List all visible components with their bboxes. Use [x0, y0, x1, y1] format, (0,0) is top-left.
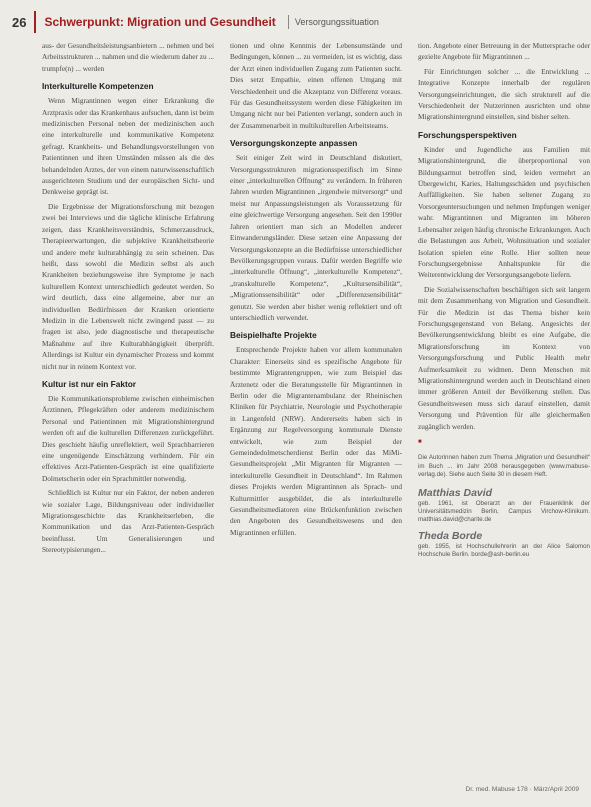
page-number: 26 — [12, 14, 27, 30]
author-name: Matthias David — [418, 486, 493, 499]
column-1 — [42, 40, 214, 559]
header-accent-bar — [34, 11, 36, 33]
heading: Forschungsperspektiven — [418, 129, 517, 140]
paragraph: Entsprechende Projekte haben vor allem kommunalen Charakter: Einerseits sind es spezifische Angebote für bestimmte Migrantengruppen, wie zum Beispiel das Ärztenetz oder die Beratungsstelle für Migrantinnen in Berlin oder die Migrantenambulanz der Rheinischen Kliniken für Psychiatrie, Neurologie und Psychotherapie in Langenfeld (NRW). Andererseits haben sich in Ergänzung zur Regelversorgung kommunale Dienste entwickelt, wie zum Beispiel der Gemeindedolmetscherdienst Berlin oder das MiMi-Gesundheitsprojekt „Mit Migranten für Migranten — interkulturelle Gesundheit in Deutschland“. Im Rahmen dieses Projekts werden Migrantinnen als Sprach- und Kulturmittler ausgebildet, die als interkulturelle Gesundheitsmediatoren eine Brückenfunktion zwischen den Angeboten des Gesundheitswesens und den Migrantinnen erfüllen. — [230, 345, 402, 537]
column-3 — [418, 40, 590, 559]
end-mark: ■ — [418, 439, 422, 445]
heading: Kultur ist nur ein Faktor — [42, 378, 137, 389]
subsection-title: Versorgungssituation — [294, 17, 379, 27]
author-note: Die Autorinnen haben zum Thema „Migration und Gesundheit“ im Buch ... im Jahr 2008 herausgegeben (www.mabuse-verlag.de). Siehe auch Seite 30 in diesem Heft. — [418, 454, 590, 479]
paragraph: Wenn Migrantinnen wegen einer Erkrankung die Arztpraxis oder das Krankenhaus aufsuchen, dann ist beim medizinischen Personal neben der medizinischen auch eine interkulturelle und kommunikative Kompetenz gefragt. Krankheits- und Behandlungsvorstellungen von Patientinnen und ihren Umständen müssen als die des behandelnden Arztes, der von einem naturwissenschaftlich ausgerichteten Studium und der europäischen Sicht- und Denkweise geprägt ist. — [42, 96, 214, 197]
heading: Interkulturelle Kompetenzen — [42, 81, 154, 92]
paragraph: Die Sozialwissenschaften beschäftigen sich seit langem mit dem Zusammenhang von Migration und Gesundheit. Für die Medizin ist das Thema bisher kein Forschungsgegenstand von Belang. Angesichts der Bevölkerungsentwicklung bleibt es eine Aufgabe, die Migrationsforschung im Kontext von Versorgungsforschung und Public Health mehr Aufmerksamkeit zu widmen. Denn Menschen mit Migrationshintergrund werden auch in Deutschland einen immer größeren Anteil der Bevölkerung stellen. Das Gesundheitswesen muss sich darauf einstellen, damit Versorgung und Prävention für alle gleichermaßen zugänglich werden. — [418, 284, 590, 431]
paragraph: Kinder und Jugendliche aus Familien mit Migrationshintergrund, die überproportional von Bildungsarmut betroffen sind, leiden vermehrt an Übergewicht, Karies, Haltungsschäden und psychischen Auffälligkeiten. Sie haben seltener Zugang zu Vorsorgeuntersuchungen und nehmen Impfungen weniger wahr. Migrantinnen und Migranten im höheren Lebensalter zeigen häufig chronische Erkrankungen. Auch die Belastungen aus Arbeit, Wohnsituation und sozialer Isolation spielen eine Rolle. Hier sollten neue Forschungsergebnisse Anhaltspunkte für die Weiterentwicklung der Versorgungsangebote liefern. — [418, 144, 590, 280]
author-bio: geb. 1955, ist Hochschullehrerin an der Alice Salomon Hochschule Berlin. borde@ash-berlin.eu — [418, 543, 590, 559]
paragraph: Die Kommunikationsprobleme zwischen einheimischen Ärztinnen, Pflegekräften oder anderem medizinischem Personal und Patientinnen mit Migrationshintergrund werden oft auf die kulturellen Differenzen zurückgeführt. Dies geschieht häufig unreflektiert, weil Sprachbarrieren eine ungenügende Einschätzung verhindern. Für ein effektives Arzt-Patienten-Gespräch ist eine qualifizierte Dolmetscherin oder ein Sprachmittler notwendig. — [42, 393, 214, 483]
author-name: Theda Borde — [418, 529, 483, 542]
paragraph: Für Einrichtungen solcher ... die Entwicklung ... Integrative Konzepte innerhalb der regulären Versorgungseinrichtungen, die sich strukturell auf die Verschiedenheit der Nutzerinnen ausrichten und ohne Migrationshintergrund einstellen, sind bisher selten. — [418, 66, 590, 122]
author-bio: geb. 1961, ist Oberarzt an der Frauenklinik der Universitätsmedizin Berlin, Campus Virchow-Klinikum. matthias.david@charite.de — [418, 500, 590, 524]
column-2 — [230, 40, 402, 541]
paragraph: aus- der Gesundheitsleistungsanbietern ... nehmen und bei Arbeitsstrukturen ... nahmen und die wiederum daher zu ... trumpfe(n) ... werden — [42, 41, 214, 73]
header-divider — [288, 15, 289, 29]
paragraph: Seit einiger Zeit wird in Deutschland diskutiert, Versorgungsstrukturen migrationsspezifisch im Sinne einer „interkulturellen Öffnung“ zu verändern. In früheren Jahren wurden Migrantinnen „irgendwie mitversorgt“ und meist nur Anpassungsleistungen als Voraussetzung für eine gleichwertige Versorgung angesehen. Seit den 1990er Jahren orientiert man sich an Modellen anderer Einwanderungsländer. Diese setzen eine Anpassung der Versorgungskonzepte an die Bedürfnisse unterschiedlicher Bevölkerungsgruppen voraus. Dafür werden Begriffe wie „interkulturelle Öffnung“, „interkulturelle Kompetenz“, „transkulturelle Kompetenz“, „Kultursensibilität“, „Migrationssensibilität“ oder „Differenzsensibilität“ genutzt. Sie werden aber bisher wenig reflektiert und oft unterschiedlich verwendet. — [230, 153, 402, 322]
section-title: Schwerpunkt: Migration und Gesundheit — [44, 15, 276, 29]
page-header — [12, 10, 581, 34]
heading: Beispielhafte Projekte — [230, 330, 317, 341]
heading: Versorgungskonzepte anpassen — [230, 138, 358, 149]
paragraph: Schließlich ist Kultur nur ein Faktor, der neben anderen wie sozialer Lage, Bildungsniveau oder individueller Migrationsgeschichte das Krankheitserleben, die Kommunikation und das Arzt-Patienten-Gespräch beeinflusst. Um Generalisierungen und Stereotypisierungen... — [42, 488, 214, 555]
paragraph: tionen und ohne Kenntnis der Lebensumstände und Bedingungen, können ... zu vermeiden, ist es wichtig, dass der Arzt einen individuellen Zugang zum Patienten sucht. Dies setzt Empathie, einen offenen Umgang mit Verschiedenheit und die Akzeptanz von Differenz voraus. Für das Gesundheitssystem werden diese Fähigkeiten im Umgang nicht nur bei Patienten verlangt, sondern auch in der Zusammenarbeit in multikulturellen Arbeitsteams. — [230, 41, 402, 130]
paragraph: tion. Angebote einer Betreuung in der Muttersprache oder gezielte Angebote für Migrantinnen ... — [418, 41, 590, 62]
paragraph: Die Ergebnisse der Migrationsforschung mit bezogen zwei bei Interviews und die tägliche klinische Erfahrung zeigen, dass Krankheitsverständnis, Schmerzausdruck, Therapieerwartungen, die subjektive Krankheitstheorie und andere mehr kulturabhängig zu sein scheinen. Das heißt, dass sowohl die Medizin selbst als auch Krankheiten beziehungsweise ihre Symptome je nach kulturellem Kontext unterschiedlich gedeutet werden. So wird deutlich, dass eine allgemeine, aber nur an individuellen Bedürfnissen der Kranken orientierte Medizin in die Lebenswelt nicht zwingend passt — zu fragen ist also, jede diagnostische und therapeutische Maßnahme auf ihre Kulturabhängigkeit überprüft. Allerdings ist Kultur ein dynamischer Prozess und kommt nicht nur in reinem Kontext vor. — [42, 201, 214, 371]
page-footer: Dr. med. Mabuse 178 · März/April 2009 — [465, 786, 579, 793]
